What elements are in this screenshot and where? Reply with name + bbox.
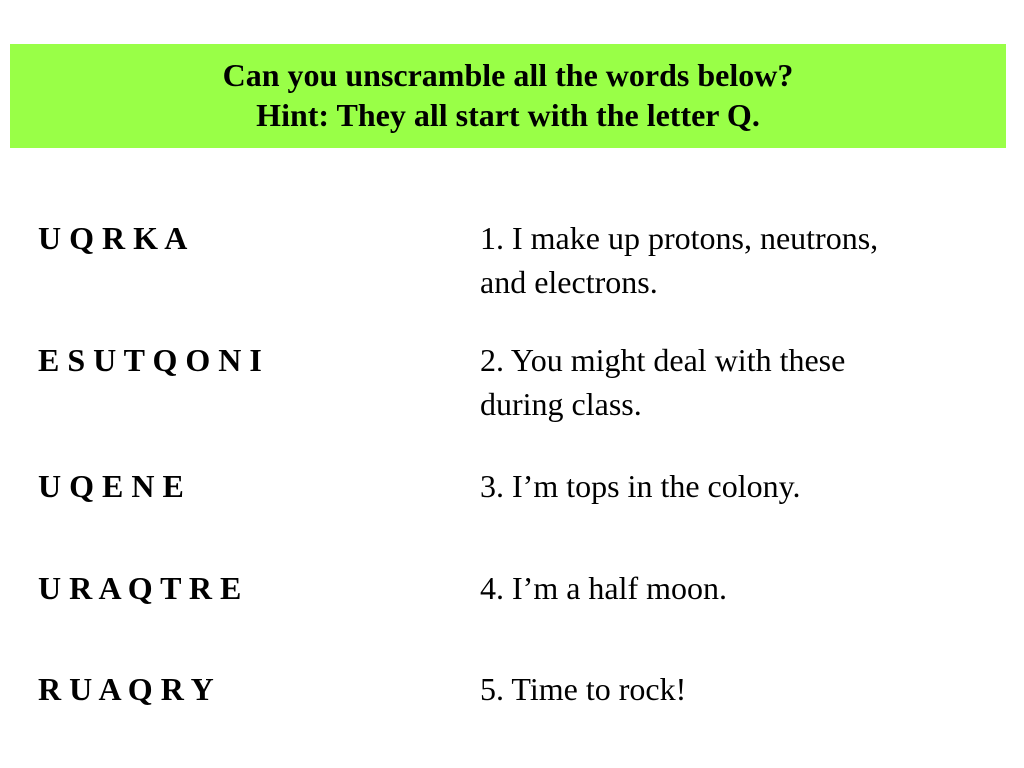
scrambled-word-1: U Q R K A xyxy=(38,220,188,256)
scrambled-word-5: R U A Q R Y xyxy=(38,671,214,707)
clue-3-line-1: 3. I’m tops in the colony. xyxy=(480,468,801,504)
clue-1-line-2: and electrons. xyxy=(480,264,658,300)
clue-3 xyxy=(480,464,1000,508)
clue-2 xyxy=(480,338,1000,426)
clue-5-line-1: 5. Time to rock! xyxy=(480,671,687,707)
clue-4-line-1: 4. I’m a half moon. xyxy=(480,570,728,606)
scrambled-word-2: E S U T Q O N I xyxy=(38,342,262,378)
clue-1-line-1: 1. I make up protons, neutrons, xyxy=(480,220,879,256)
scrambled-word-3: U Q E N E xyxy=(38,468,184,504)
clue-1 xyxy=(480,216,1000,304)
instruction-banner xyxy=(10,44,1006,148)
scrambled-word-4: U R A Q T R E xyxy=(38,570,242,606)
clue-2-line-1: 2. You might deal with these xyxy=(480,342,846,378)
clue-2-line-2: during class. xyxy=(480,386,642,422)
banner-question: Can you unscramble all the words below? xyxy=(222,57,794,93)
clue-4 xyxy=(480,566,1000,610)
clue-5 xyxy=(480,667,1000,711)
banner-hint: Hint: They all start with the letter Q. xyxy=(256,97,760,133)
